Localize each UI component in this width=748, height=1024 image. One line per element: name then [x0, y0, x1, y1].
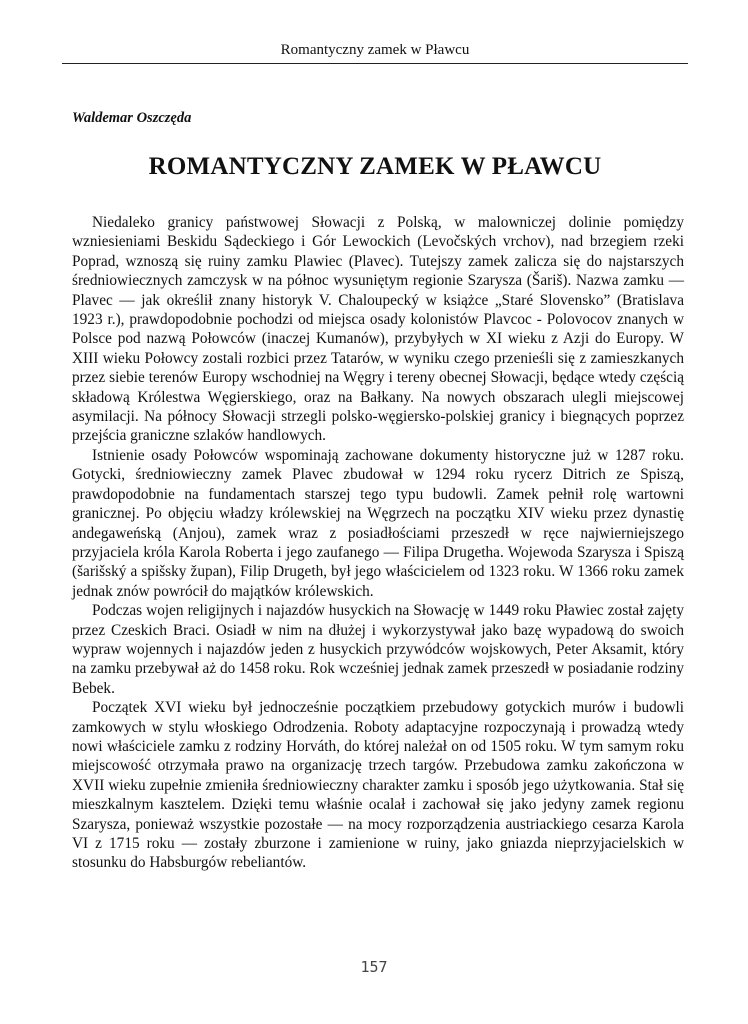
author-name: Waldemar Oszczęda: [72, 110, 192, 126]
paragraph: Niedaleko granicy państwowej Słowacji z Polską, w malowniczej dolinie pomiędzy wzniesieniami Beskidu Sądeckiego i Gór Lewockich (Levočských vrchov), nad brzegiem rzeki Poprad, wznoszą się ruiny zamku Plawiec (Plavec). Tutejszy zamek zalicza się do najstarszych średniowiecznych zamczysk w na północ wysuniętym regionie Szarysza (Šariš). Nazwa zamku — Plavec — jak określił znany historyk V. Chaloupecký w książce „Staré Slovensko” (Bratislava 1923 r.), prawdopodobnie pochodzi od miejsca osady kolonistów Plavcoc - Polovocov znanych w Polsce pod nazwą Połowców (inaczej Kumanów), przybyłych w XI wieku z Azji do Europy. W XIII wieku Połowcy zostali rozbici przez Tatarów, w wyniku czego przenieśli się z zamieszkanych przez siebie terenów Europy wschodniej na Węgry i tereny obecnej Słowacji, będące wtedy częścią składową Królestwa Węgierskiego, oraz na Bałkany. Na nowych obszarach ulegli miejscowej asymilacji. Na północy Słowacji strzegli polsko-węgiersko-polskiej granicy i biegnących poprzez przejścia graniczne szlaków handlowych.: [72, 214, 684, 445]
article-body: [72, 213, 684, 873]
paragraph: Istnienie osady Połowców wspominają zachowane dokumenty historyczne już w 1287 roku. Gotycki, średniowieczny zamek Plavec zbudował w 1294 roku rycerz Ditrich ze Spiszą, prawdopodobnie na fundamentach starszej tego typu budowli. Zamek pełnił rolę wartowni granicznej. Po objęciu władzy królewskiej na Węgrzech na początku XIV wieku przez dynastię andegaweńską (Anjou), zamek wraz z posiadłościami przeszedł w ręce najwierniejszego przyjaciela króla Karola Roberta i jego zaufanego — Filipa Drugetha. Wojewoda Szarysza i Spiszą (šarišský a spišsky župan), Filip Drugeth, był jego właścicielem od 1323 roku. W 1366 roku zamek jednak znów powrócił do majątków królewskich.: [72, 446, 684, 600]
article-title: ROMANTYCZNY ZAMEK W PŁAWCU: [148, 153, 602, 180]
header-divider: [62, 63, 688, 64]
page-number: 157: [360, 958, 388, 976]
running-header: Romantyczny zamek w Pławcu: [280, 42, 470, 58]
paragraph: Początek XVI wieku był jednocześnie początkiem przebudowy gotyckich murów i budowli zamkowych w stylu włoskiego Odrodzenia. Roboty adaptacyjne rozpoczynają i prowadzą wtedy nowi właściciele zamku z rodziny Horváth, do której należał on od 1505 roku. W tym samym roku miejscowość otrzymała prawo na organizację trzech targów. Przebudowa zamku zakończona w XVII wieku zupełnie zmieniła średniowieczny charakter zamku i sposób jego użytkowania. Stał się mieszkalnym kasztelem. Dzięki temu właśnie ocalał i zachował się jako jedyny zamek regionu Szarysza, ponieważ wszystkie pozostałe — na mocy rozporządzenia austriackiego cesarza Karola VI z 1715 roku — zostały zburzone i zamienione w ruiny, jako gniazda nieprzyjacielskich w stosunku do Habsburgów rebeliantów.: [72, 699, 684, 872]
paragraph: Podczas wojen religijnych i najazdów husyckich na Słowację w 1449 roku Pławiec został zajęty przez Czeskich Braci. Osiadł w nim na dłużej i wykorzystywał jako bazę wypadową do swoich wypraw wojennych i najazdów jeden z husyckich przywódców wojskowych, Peter Aksamit, który na zamku przebywał aż do 1458 roku. Rok wcześniej jednak zamek przeszedł w posiadanie rodziny Bebek.: [72, 602, 684, 697]
